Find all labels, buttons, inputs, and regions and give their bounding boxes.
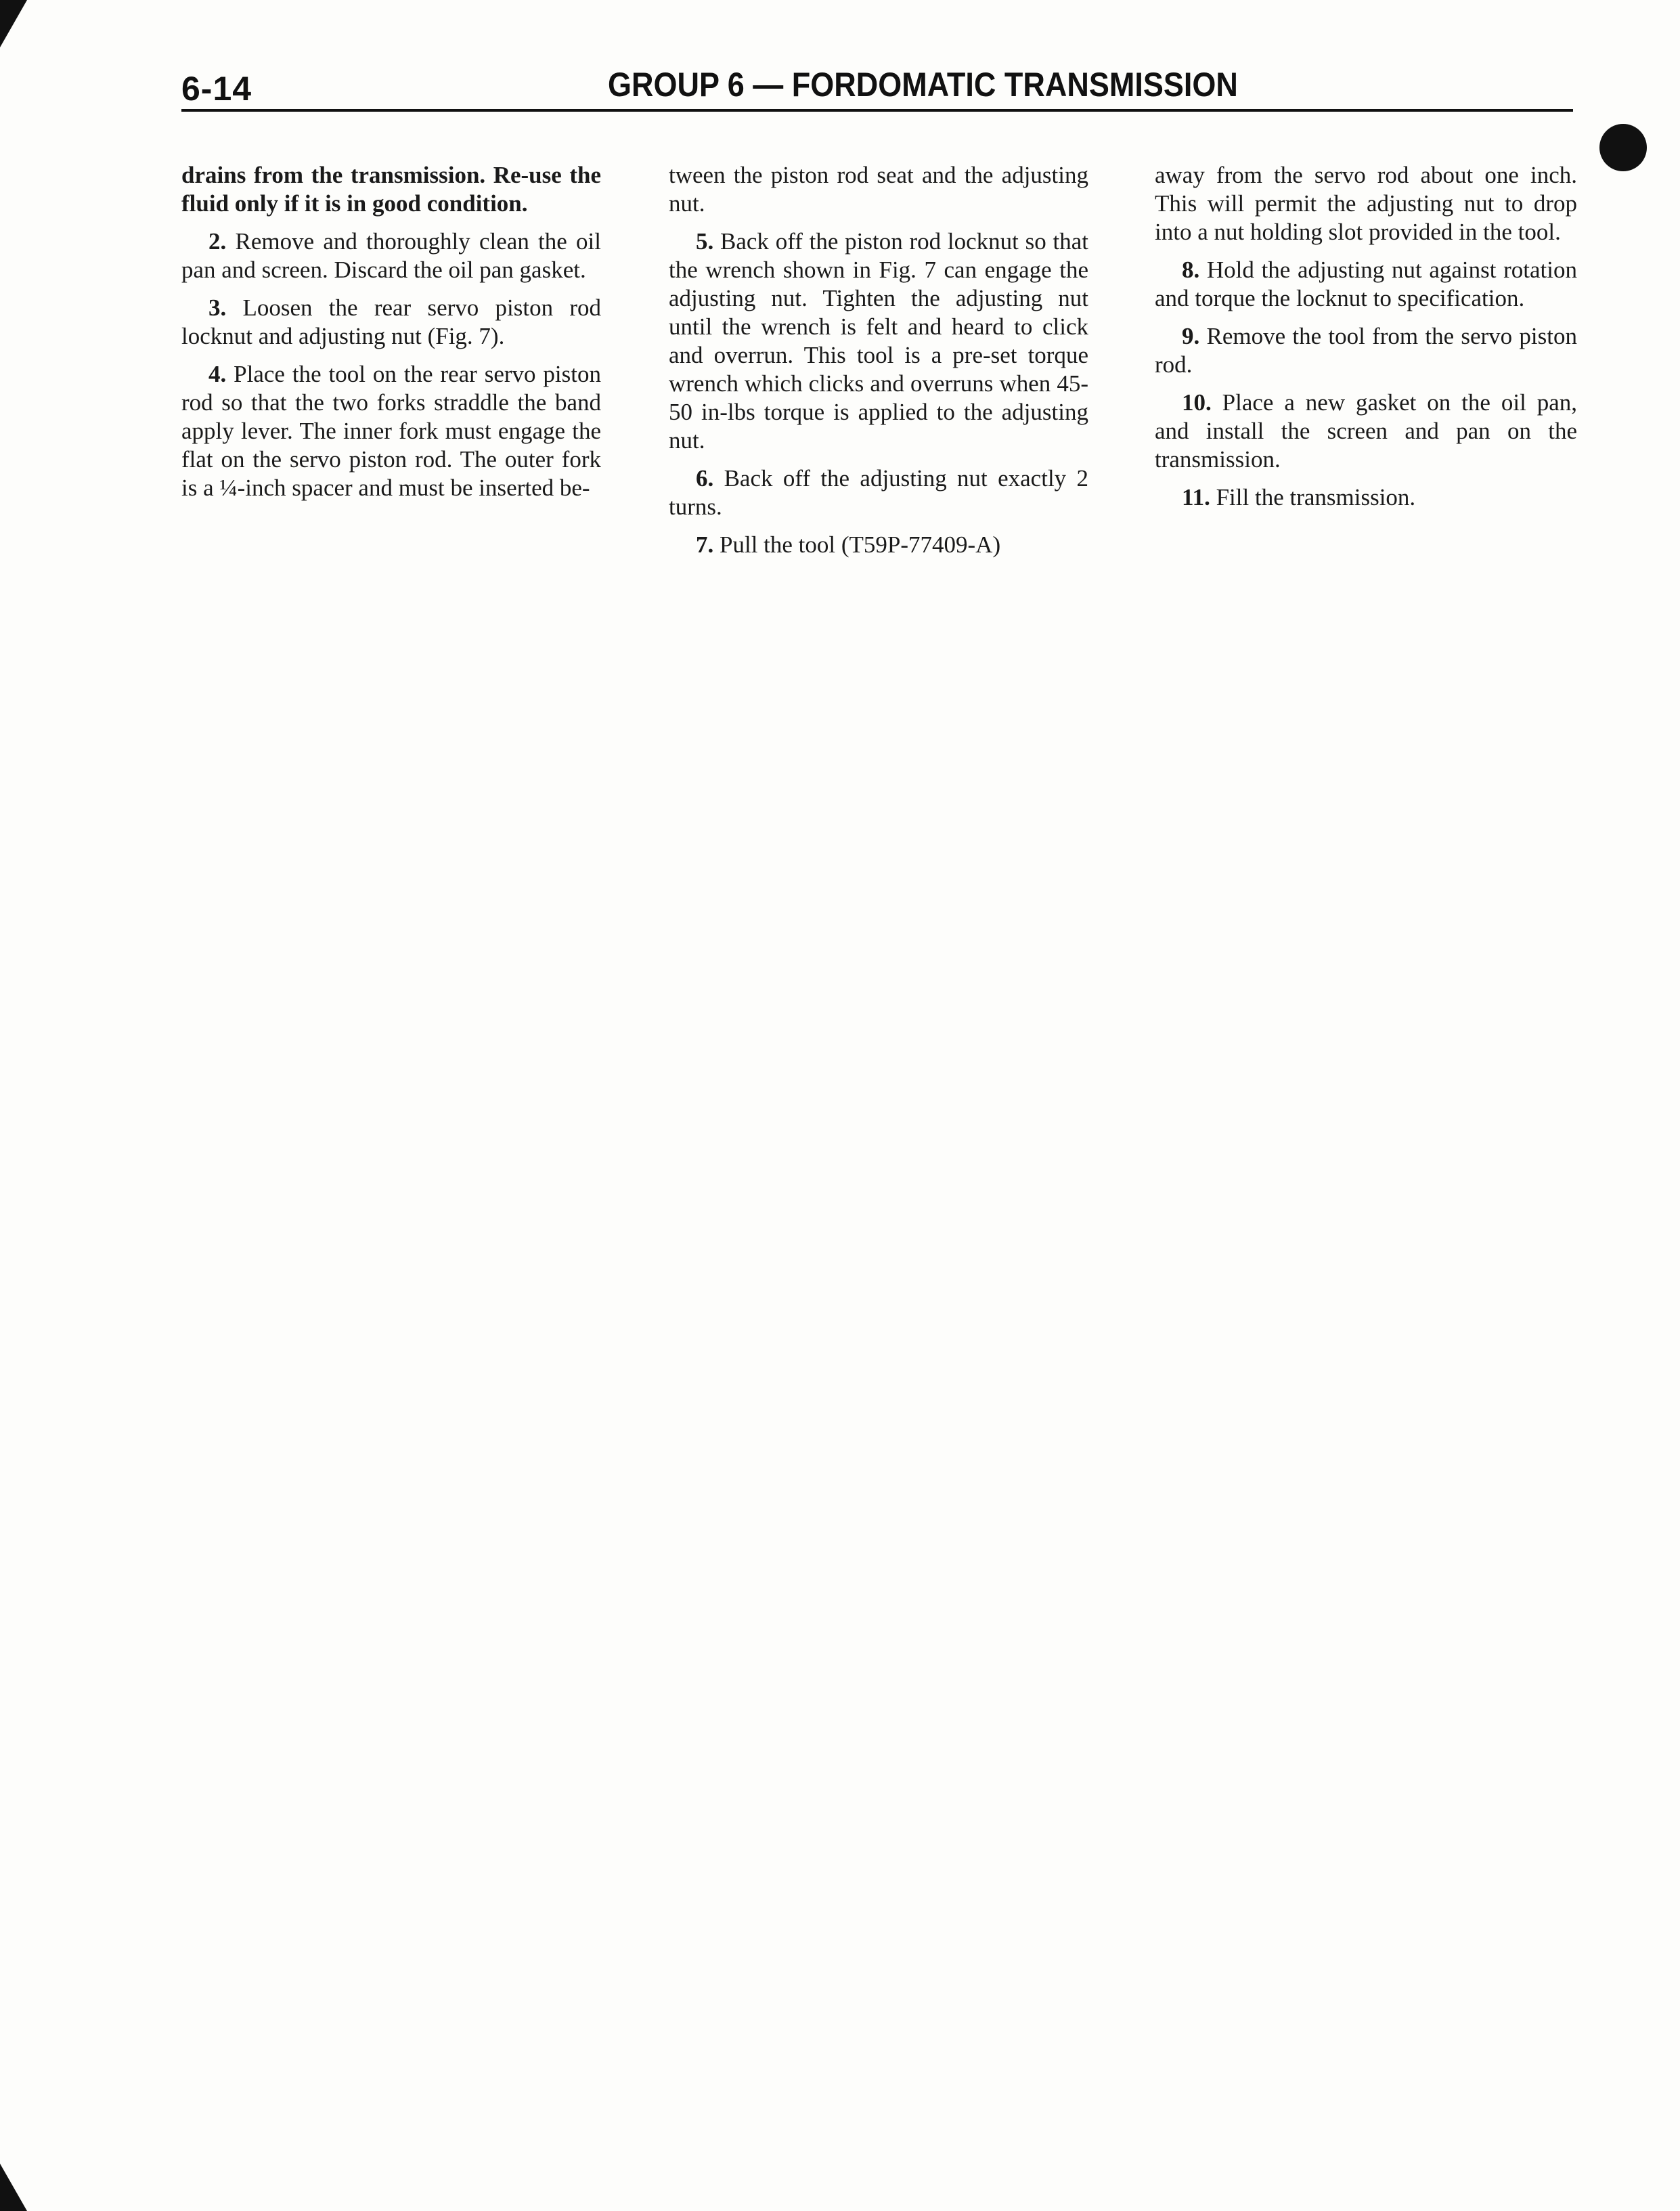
step-paragraph xyxy=(669,464,1088,521)
scan-corner-bottom-left xyxy=(0,2164,27,2211)
paragraph-text: Hold the adjusting nut against rotation and torque the locknut to specification. xyxy=(1155,257,1577,311)
step-number: 2. xyxy=(208,228,227,255)
text-column-2 xyxy=(669,161,1088,569)
step-number: 3. xyxy=(208,294,227,321)
step-number: 8. xyxy=(1182,257,1200,283)
paragraph-text: Remove and thoroughly clean the oil pan and screen. Discard the oil pan gasket. xyxy=(181,228,602,283)
paragraph xyxy=(181,161,601,218)
paragraph-text: Fill the transmission. xyxy=(1216,484,1416,510)
paragraph-text: drains from the transmission. Re-use the fluid only if it is in good condition. xyxy=(181,162,601,217)
paragraph xyxy=(1155,161,1577,246)
page-number: 6-14 xyxy=(181,70,252,108)
running-head: GROUP 6 — FORDOMATIC TRANSMISSION xyxy=(608,66,1238,104)
page-header xyxy=(181,62,1573,111)
binder-punch-hole xyxy=(1599,124,1647,171)
paragraph xyxy=(669,161,1088,218)
step-paragraph xyxy=(181,360,601,502)
text-column-3 xyxy=(1155,161,1577,521)
step-number: 4. xyxy=(208,361,227,387)
step-paragraph xyxy=(181,294,601,351)
paragraph-text: Remove the tool from the servo piston rod. xyxy=(1155,323,1577,378)
text-column-1 xyxy=(181,161,601,512)
step-paragraph xyxy=(1155,256,1577,313)
paragraph-text: Place the tool on the rear servo piston rod so that the two forks straddle the band apply lever. The inner fork must engage the flat on the servo piston rod. The outer fork is a ¼-inch spacer and must be inserted be- xyxy=(181,361,601,501)
paragraph-text: away from the servo rod about one inch. This will permit the adjusting nut to drop into a nut holding slot provided in the tool. xyxy=(1155,162,1577,245)
paragraph-text: Back off the piston rod locknut so that the wrench shown in Fig. 7 can engage the adjusting nut. Tighten the adjusting nut until the wrench is felt and heard to click and overrun. This tool is a pre-set torque wrench which clicks and overruns when 45-50 in-lbs torque is applied to the adjusting nut. xyxy=(669,228,1088,454)
header-rule xyxy=(181,109,1573,112)
step-number: 5. xyxy=(696,228,714,255)
paragraph-text: Place a new gasket on the oil pan, and install the screen and pan on the transmission. xyxy=(1155,389,1578,473)
step-paragraph xyxy=(1155,483,1577,512)
paragraph-text: Pull the tool (T59P-77409-A) xyxy=(720,531,1001,558)
step-number: 6. xyxy=(696,465,714,491)
paragraph-text: tween the piston rod seat and the adjusting nut. xyxy=(669,162,1088,217)
step-number: 7. xyxy=(696,531,714,558)
step-paragraph xyxy=(669,227,1088,455)
step-paragraph xyxy=(1155,389,1577,474)
paragraph-text: Loosen the rear servo piston rod locknut and adjusting nut (Fig. 7). xyxy=(181,294,601,349)
step-paragraph xyxy=(1155,322,1577,379)
paragraph-text: Back off the adjusting nut exactly 2 turns. xyxy=(669,465,1088,520)
step-number: 9. xyxy=(1182,323,1200,349)
step-paragraph xyxy=(669,531,1088,559)
step-number: 10. xyxy=(1182,389,1212,416)
step-paragraph xyxy=(181,227,601,284)
step-number: 11. xyxy=(1182,484,1210,510)
scan-corner-top-left xyxy=(0,0,27,47)
